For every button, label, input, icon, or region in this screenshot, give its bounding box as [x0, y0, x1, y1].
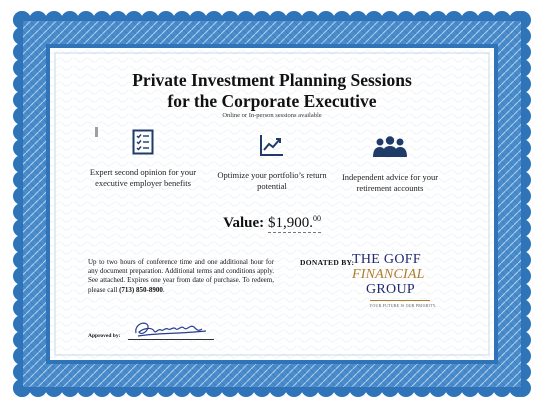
terms-text — [88, 258, 274, 295]
feature-text: Optimize your portfolio’s return potential — [217, 170, 327, 191]
subtitle: Online or In-person sessions available — [222, 112, 322, 119]
approved-by-label: Approved by: — [88, 333, 121, 339]
growth-chart-icon — [259, 133, 285, 157]
terms-body: Up to two hours of conference time and one additional hour for any document preparation. Additional terms and conditions apply. See attached. Expires one year from date of purchase. To redeem, please call — [88, 258, 274, 294]
logo-tagline: YOUR FUTURE IS OUR PRIORITY. — [369, 304, 437, 308]
people-group-icon — [372, 135, 408, 159]
company-logo — [352, 252, 442, 301]
logo-line-1: THE GOFF — [352, 252, 421, 267]
value-line — [172, 214, 372, 232]
checklist-icon — [132, 129, 154, 155]
feature-text: Expert second opinion for your executive employer benefits — [89, 167, 197, 188]
logo-line-3: GROUP — [366, 282, 415, 297]
terms-period: . — [162, 285, 165, 294]
feature-benefits — [83, 127, 203, 188]
title-line-1: Private Investment Planning Sessions — [132, 70, 412, 90]
certificate-title — [62, 70, 482, 112]
value-label: Value: — [223, 215, 265, 231]
feature-portfolio — [212, 130, 332, 191]
title-line-2: for the Corporate Executive — [167, 91, 377, 111]
signature-mark — [132, 318, 212, 340]
logo-line-2: FINANCIAL — [352, 267, 425, 282]
phone-number: (713) 850-8900 — [119, 285, 163, 294]
feature-retirement — [330, 132, 450, 193]
donated-by-label: DONATED BY: — [300, 258, 355, 267]
value-amount-wrap — [268, 215, 321, 233]
signature-line — [128, 339, 214, 340]
feature-text: Independent advice for your retirement accounts — [341, 172, 439, 193]
value-cents: 00 — [312, 214, 321, 223]
logo-rule — [370, 300, 430, 301]
value-amount: $1,900. — [267, 215, 313, 231]
